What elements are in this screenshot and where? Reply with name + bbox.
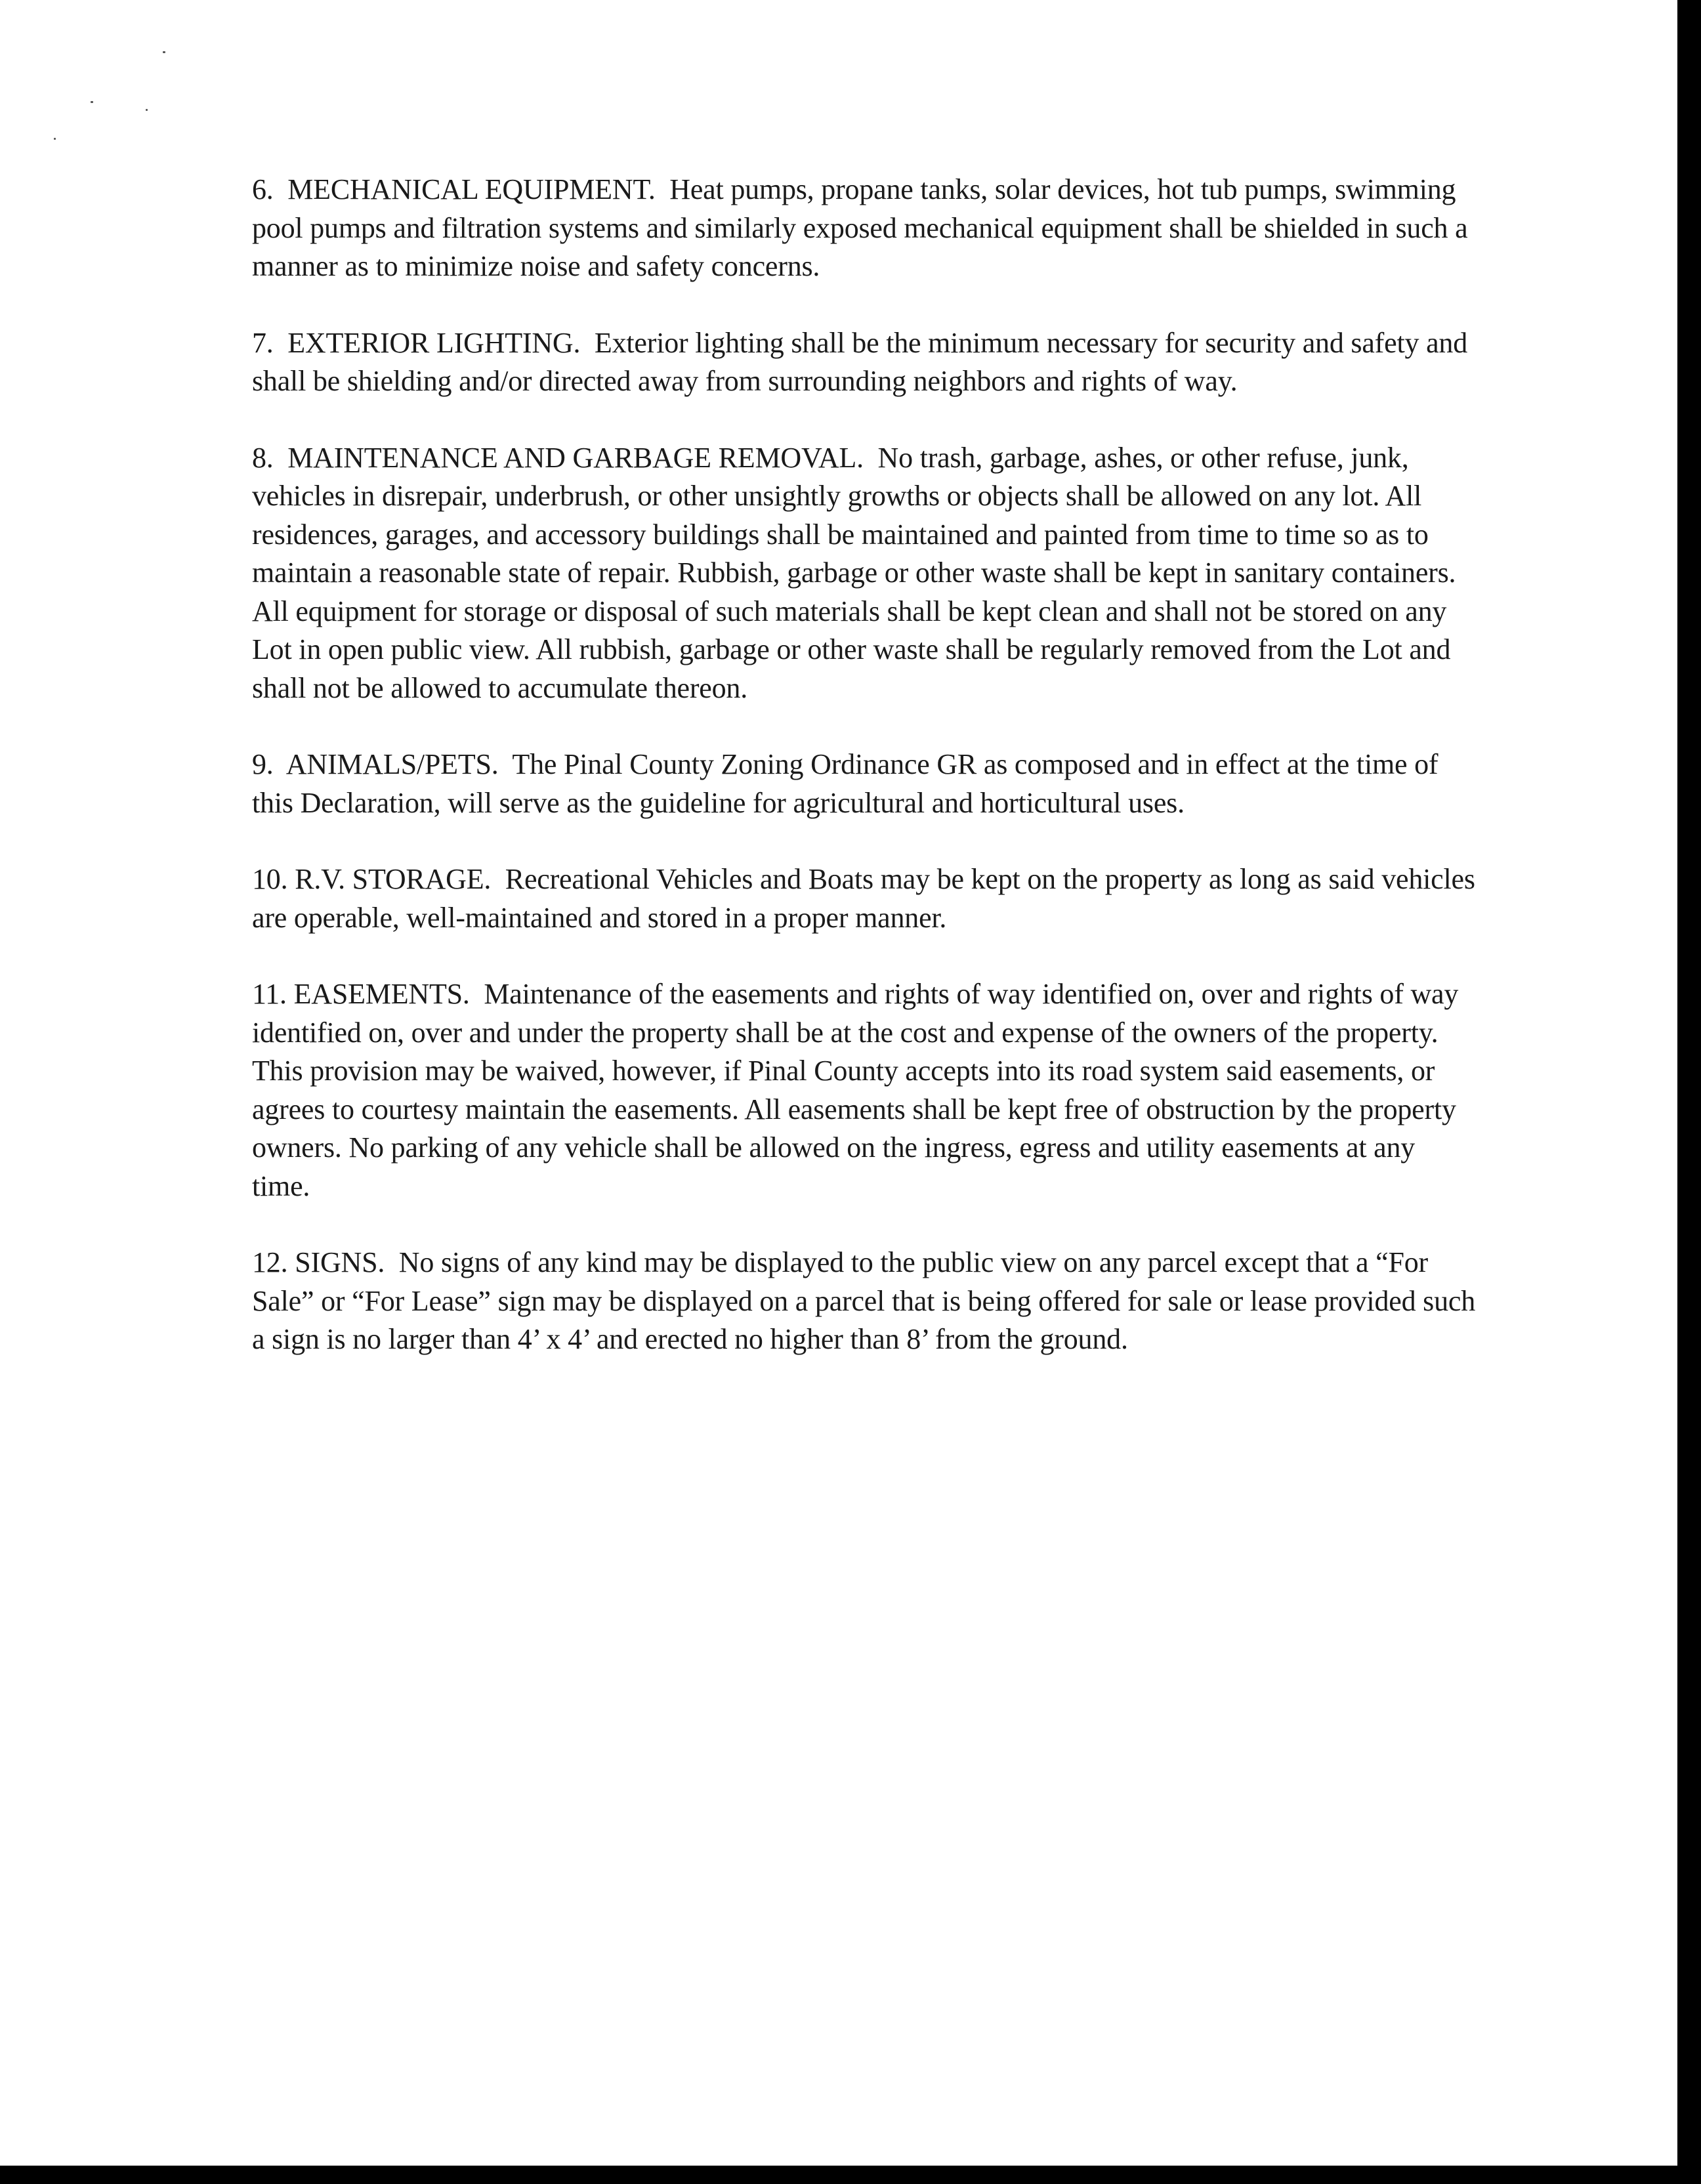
section-number: 10. bbox=[252, 863, 288, 895]
section-text: Exterior lighting shall be the minimum necessary for security and safety and shall be shielding and/or directed away from surrounding neighbors and rights of way. bbox=[252, 326, 1468, 397]
section-12-paragraph bbox=[252, 1244, 1479, 1359]
section-text: Recreational Vehicles and Boats may be kept on the property as long as said vehicles are operable, well-maintained and stored in a proper manner. bbox=[252, 863, 1475, 934]
section-heading: ANIMALS/PETS. bbox=[285, 748, 499, 780]
section-10-paragraph bbox=[252, 860, 1479, 937]
section-number: 8. bbox=[252, 441, 274, 474]
document-body bbox=[252, 171, 1479, 1397]
section-7-paragraph bbox=[252, 324, 1479, 401]
section-text: Maintenance of the easements and rights of way identified on, over and rights of way identified on, over and under the property shall be at the cost and expense of the owners of the property. This provision may be waived, however, if Pinal County accepts into its road system said easements, or agrees to courtesy maintain the easements. All easements shall be kept free of obstruction by the property owners. No parking of any vehicle shall be allowed on the ingress, egress and utility easements at any time. bbox=[252, 978, 1459, 1202]
section-text: The Pinal County Zoning Ordinance GR as composed and in effect at the time of this Declaration, will serve as the guideline for agricultural and horticultural uses. bbox=[252, 748, 1438, 819]
section-heading: SIGNS. bbox=[295, 1246, 385, 1278]
section-number: 11. bbox=[252, 978, 287, 1010]
scan-speck bbox=[91, 101, 93, 103]
section-text: No trash, garbage, ashes, or other refuse, junk, vehicles in disrepair, underbrush, or other unsightly growths or objects shall be allowed on any lot. All residences, garages, and accessory buildings shall be maintained and painted from time to time so as to maintain a reasonable state of repair. Rubbish, garbage or other waste shall be kept in sanitary containers. All equipment for storage or disposal of such materials shall be kept clean and shall not be stored on any Lot in open public view. All rubbish, garbage or other waste shall be regularly removed from the Lot and shall not be allowed to accumulate thereon. bbox=[252, 441, 1456, 704]
section-6-paragraph bbox=[252, 171, 1479, 286]
section-text: No signs of any kind may be displayed to the public view on any parcel except that a “For Sale” or “For Lease” sign may be displayed on a parcel that is being offered for sale or lease provided such a sign is no larger than 4’ x 4’ and erected no higher than 8’ from the ground. bbox=[252, 1246, 1476, 1355]
section-11-paragraph bbox=[252, 975, 1479, 1206]
section-number: 9. bbox=[252, 748, 274, 780]
section-heading: MECHANICAL EQUIPMENT. bbox=[287, 173, 656, 205]
scan-speck bbox=[54, 138, 56, 140]
section-heading: MAINTENANCE AND GARBAGE REMOVAL. bbox=[287, 441, 864, 474]
scan-speck bbox=[163, 51, 165, 53]
section-9-paragraph bbox=[252, 746, 1479, 822]
section-heading: R.V. STORAGE. bbox=[295, 863, 492, 895]
section-number: 7. bbox=[252, 326, 274, 359]
section-number: 12. bbox=[252, 1246, 288, 1278]
section-number: 6. bbox=[252, 173, 274, 205]
section-heading: EXTERIOR LIGHTING. bbox=[287, 326, 581, 359]
section-8-paragraph bbox=[252, 439, 1479, 708]
scan-speck bbox=[146, 109, 148, 111]
section-heading: EASEMENTS. bbox=[293, 978, 470, 1010]
section-text: Heat pumps, propane tanks, solar devices, hot tub pumps, swimming pool pumps and filtration systems and similarly exposed mechanical equipment shall be shielded in such a manner as to minimize noise and safety concerns. bbox=[252, 173, 1468, 282]
